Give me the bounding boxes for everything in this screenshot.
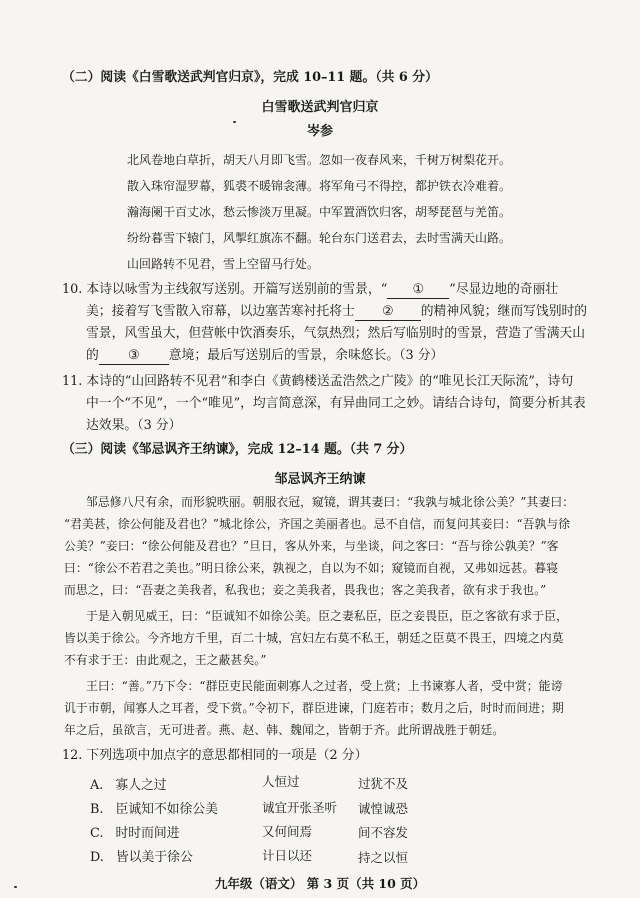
- scan-speck: [233, 121, 236, 123]
- option-d: [90, 846, 193, 865]
- option-a-phrase-2: 人恒过: [262, 774, 300, 789]
- prose-line: 而思之，曰：“吾妻之美我者，私我也；妾之美我者，畏我也；客之美我者，欲有求于我也。”: [64, 583, 547, 597]
- section3-heading: （三）阅读《邹忌讽齐王纳谏》，完成 12–14 题。（共 7 分）: [62, 442, 413, 457]
- option-b: [90, 798, 218, 817]
- option-c-phrase-3: 间不容发: [358, 825, 409, 840]
- question-10-line: [86, 304, 587, 321]
- q10-text: 意境；最后写送别后的雪景，余味悠长。（3 分）: [168, 348, 444, 363]
- option-c-phrase-2: 又何间焉: [262, 824, 313, 839]
- prose-line: 皆以美于徐公。今齐地方千里，百二十城，宫妇左右莫不私王，朝廷之臣莫不畏王，四境之内莫: [64, 631, 564, 645]
- prose-line: 讥于市朝，闻寡人之耳者，受下赏。”令初下，群臣进谏，门庭若市；数月之后，时时而间进；期: [64, 701, 564, 715]
- scan-speck: [14, 886, 17, 888]
- question-11-line: 11. 本诗的“山回路转不见君”和李白《黄鹤楼送孟浩然之广陵》的“唯见长江天际流”，诗句: [62, 374, 574, 389]
- page-footer: 九年级（语文） 第 3 页（共 10 页）: [214, 876, 426, 891]
- section2-heading: （二）阅读《白雪歌送武判官归京》，完成 10–11 题。（共 6 分）: [62, 70, 438, 85]
- option-a-phrase-3: 过犹不及: [358, 776, 409, 791]
- prose-line: 不有求于王：由此观之，王之蔽甚矣。”: [64, 653, 267, 667]
- prose-line: 王曰：“善。”乃下令：“群臣吏民能面刺寡人之过者，受上赏；上书谏寡人者，受中赏；能谤: [86, 679, 563, 693]
- blank-2: ②: [355, 304, 421, 321]
- option-b-phrase-2: 诚宜开张圣听: [262, 800, 338, 815]
- prose-title: 邹忌讽齐王纳谏: [274, 472, 366, 487]
- option-label: A.: [90, 778, 104, 793]
- option-c: [90, 822, 179, 841]
- option-label: C.: [90, 826, 104, 841]
- question-12-stem: 12. 下列选项中加点字的意思都相同的一项是（2 分）: [62, 748, 368, 763]
- option-d-phrase-2: 计日以还: [262, 848, 313, 863]
- q10-text: 10. 本诗以咏雪为主线叙写送别。开篇写送别前的雪景，“: [62, 282, 388, 297]
- prose-line: “君美甚，徐公何能及君也？”城北徐公，齐国之美丽者也。忌不自信，而复问其妾曰：“吾孰与徐: [64, 517, 571, 531]
- q10-text: 美；接着写飞雪散入帘幕，以边塞苦寒衬托将士: [86, 304, 355, 319]
- blank-1: ①: [387, 282, 449, 299]
- question-10-line: [86, 348, 443, 365]
- poem-author: 岑参: [306, 124, 333, 139]
- option-phrase: 时时而间进: [115, 826, 180, 841]
- prose-line: 邹忌修八尺有余，而形貌昳丽。朝服衣冠，窥镜，谓其妻曰：“我孰与城北徐公美？”其妻曰：: [86, 495, 575, 509]
- q10-text: 的精神风貌；继而写饯别时的: [420, 304, 588, 319]
- prose-line: 曰：“徐公不若君之美也。”明日徐公来，孰视之，自以为不如；窥镜而自视，又弗如远甚。暮寝: [64, 561, 559, 575]
- option-label: B.: [90, 802, 104, 817]
- q10-text: ”尽显边地的奇丽壮: [449, 282, 559, 297]
- option-d-phrase-3: 持之以恒: [358, 850, 409, 865]
- option-label: D.: [90, 850, 104, 865]
- poem-line: 瀚海阑干百丈冰，愁云惨淡万里凝。中军置酒饮归客，胡琴琵琶与羌笛。: [127, 205, 512, 219]
- prose-line: 公美？”妾曰：“徐公何能及君也？”旦日，客从外来，与坐谈，问之客曰：“吾与徐公孰美？”客: [64, 539, 559, 553]
- prose-line: 于是入朝见威王，曰：“臣诚知不如徐公美。臣之妻私臣，臣之妾畏臣，臣之客欲有求于臣，: [86, 609, 569, 623]
- option-a: [90, 774, 167, 793]
- option-b-phrase-3: 诚惶诚恐: [358, 801, 409, 816]
- poem-line: 山回路转不见君，雪上空留马行处。: [127, 257, 320, 271]
- blank-3: ③: [99, 348, 169, 365]
- question-10-line: [62, 282, 558, 299]
- question-10-line: 雪景，风雪虽大，但营帐中饮酒奏乐，气氛热烈；然后写临别时的雪景，营造了雪满天山: [86, 326, 586, 341]
- option-phrase: 寡人之过: [115, 778, 167, 793]
- poem-line: 纷纷暮雪下辕门，风掣红旗冻不翻。轮台东门送君去，去时雪满天山路。: [127, 231, 512, 245]
- poem-line: 散入珠帘湿罗幕，狐裘不暖锦衾薄。将军角弓不得控，都护铁衣冷难着。: [127, 179, 512, 193]
- option-phrase: 皆以美于徐公: [115, 850, 193, 865]
- poem-line: 北风卷地白草折，胡天八月即飞雪。忽如一夜春风来，千树万树梨花开。: [127, 153, 512, 167]
- option-phrase: 臣诚知不如徐公美: [115, 802, 218, 817]
- question-11-line: 达效果。（3 分）: [86, 418, 182, 433]
- poem-title: 白雪歌送武判官归京: [261, 100, 379, 115]
- q10-text: 的: [86, 348, 99, 363]
- question-11-line: 中一个“不见”，一个“唯见”，均言简意深，有异曲同工之妙。请结合诗句，简要分析其表: [86, 396, 586, 411]
- prose-line: 年之后，虽欲言，无可进者。燕、赵、韩、魏闻之，皆朝于齐。此所谓战胜于朝廷。: [64, 723, 505, 737]
